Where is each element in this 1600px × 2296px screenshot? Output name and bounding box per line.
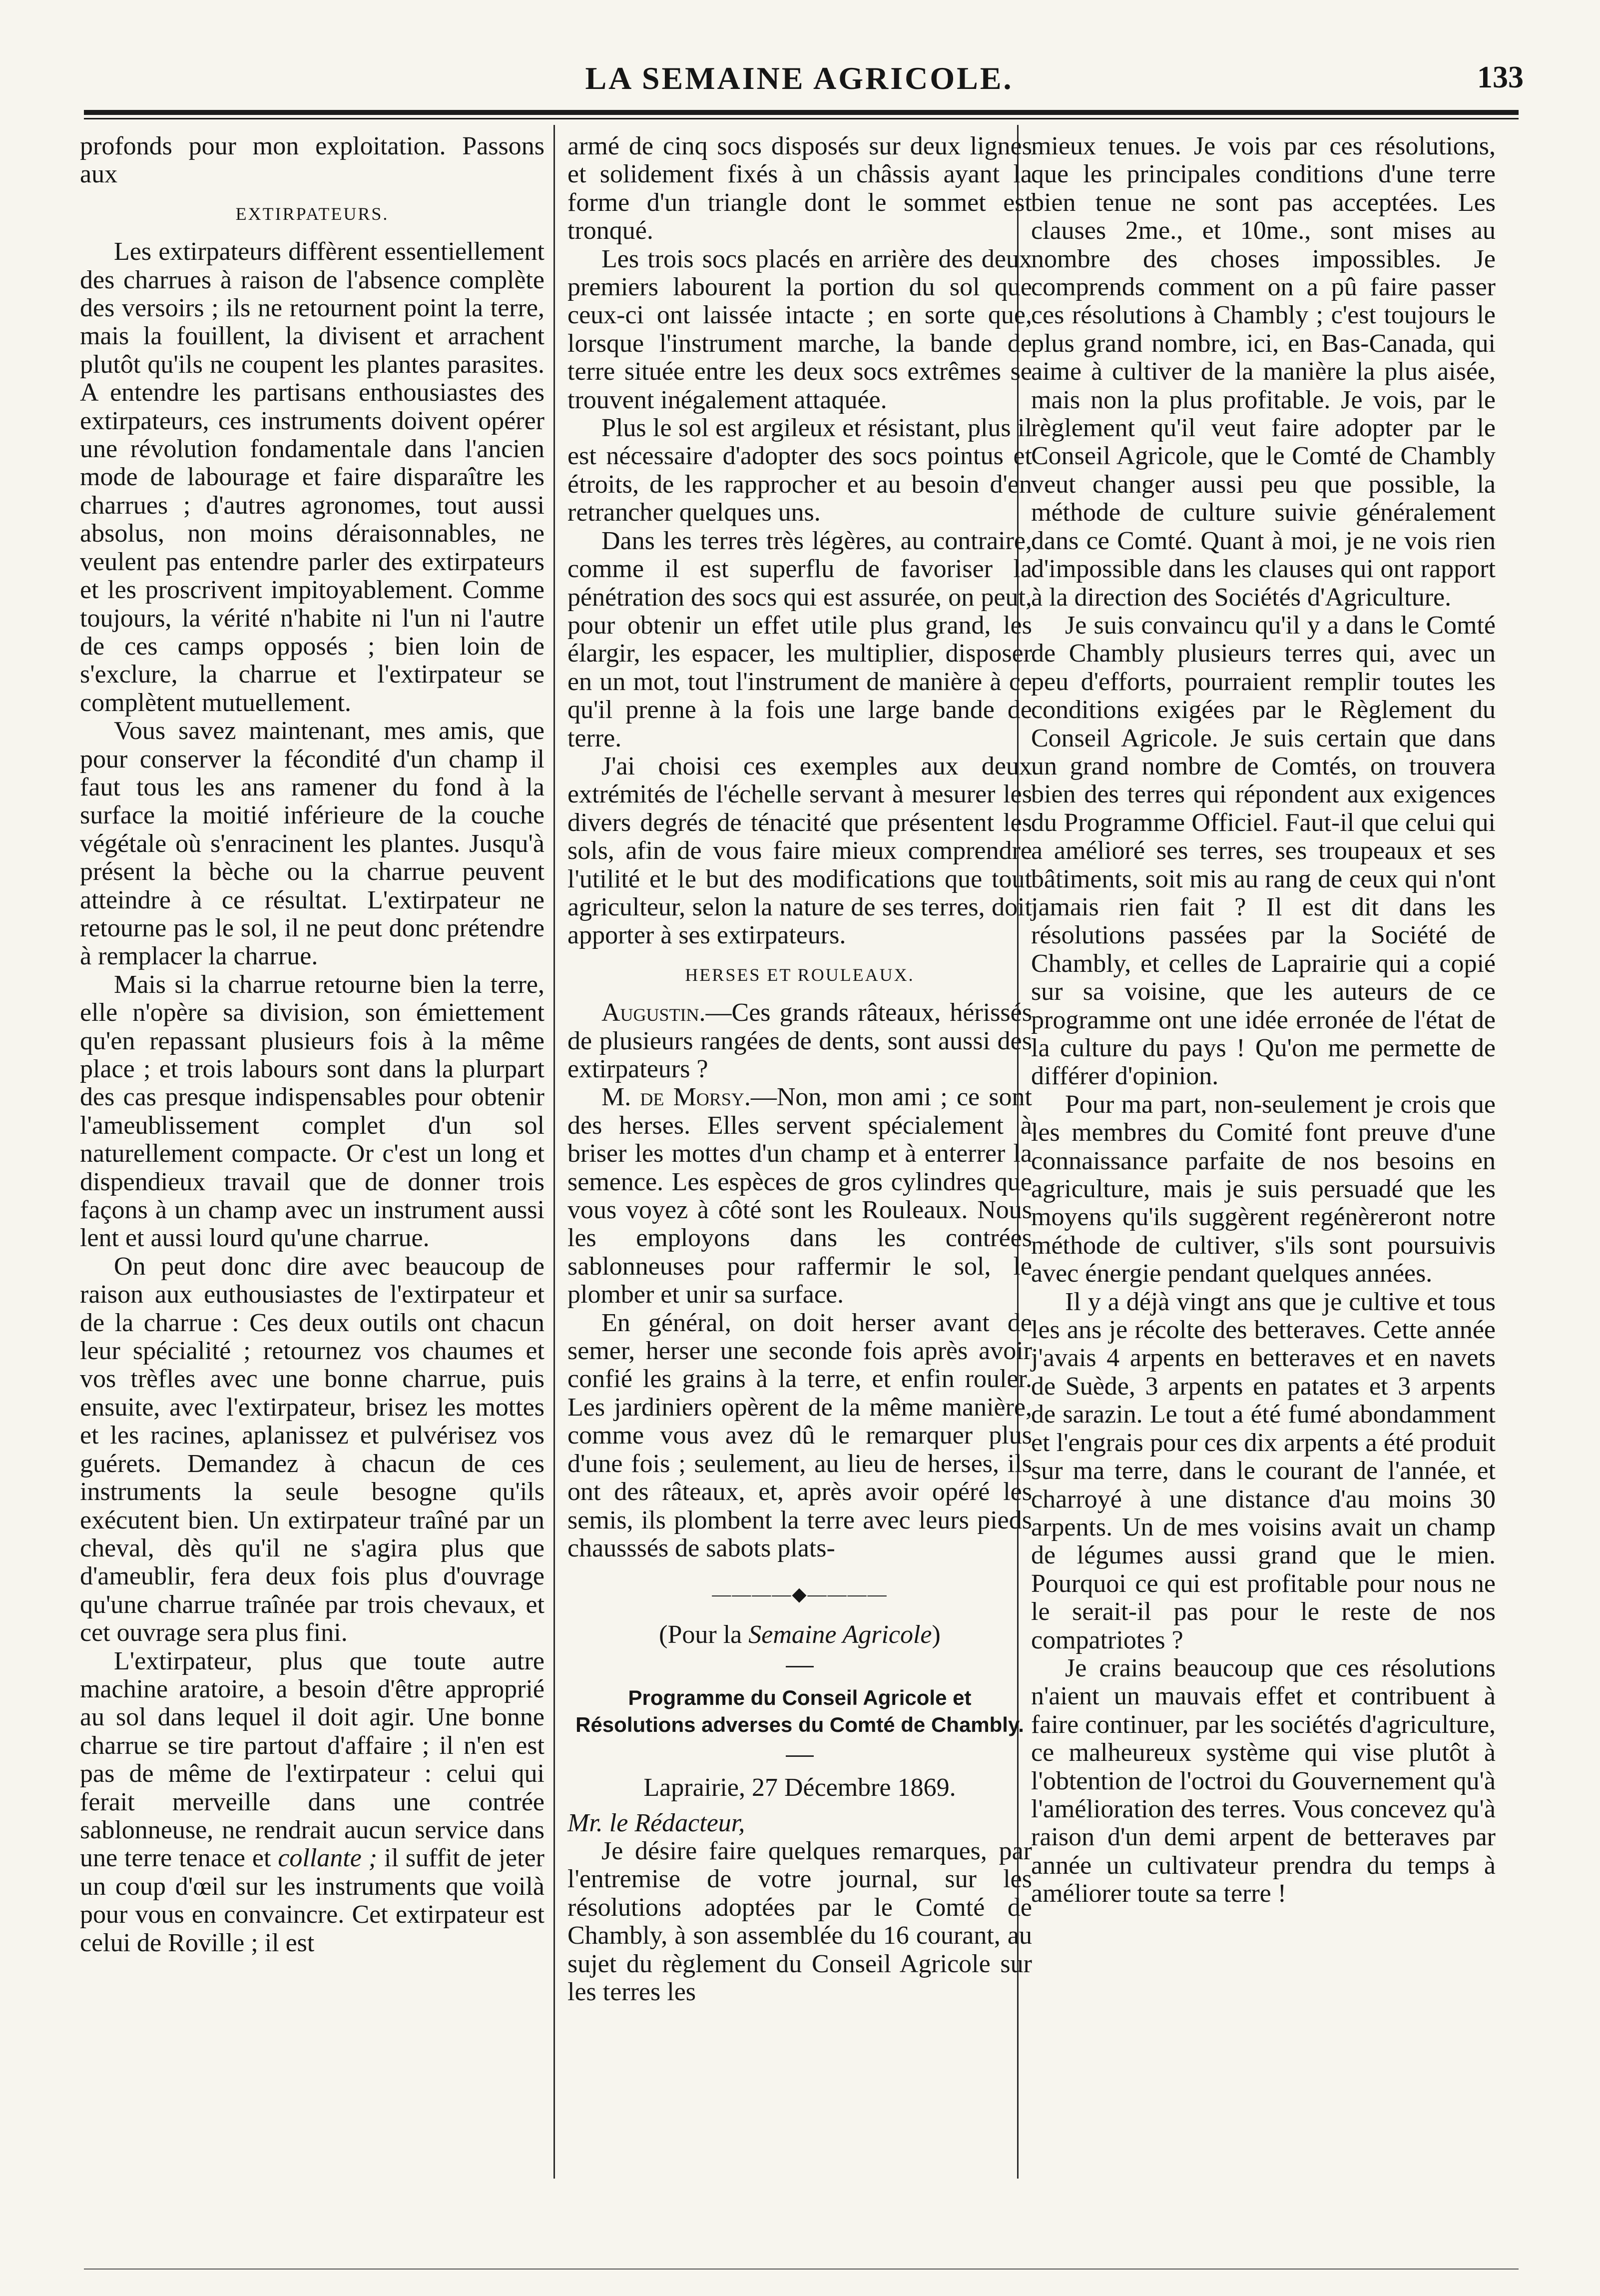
italic-term: collante ; [278,1844,378,1873]
column-divider-1 [553,125,555,2179]
short-rule [786,1666,814,1667]
source-credit [567,1621,1032,1649]
paragraph: Je désire faire quelques remarques, par l'entremise de votre journal, sur les résolutions adoptées par le Comté de Chambly, à son assemblée du 16 courant, au sujet du règlement du Conseil Agricole sur les terres les [567,1836,1032,2006]
paragraph: En général, on doit herser avant de semer, herser une seconde fois après avoir confié les grains à la terre, et enfin rouler. Les jardiniers opèrent de la même manière, comme vous avez dû le remarquer plus d'une fois ; seulement, au lieu de herses, ils ont des râteaux, et, après avoir opéré les semis, ils plombent la terre avec leurs pieds chausssés de sabots plats- [567,1308,1032,1562]
running-header [75,60,1524,105]
paragraph: armé de cinq socs disposés sur deux lignes et solidement fixés à un châssis ayant la forme d'un triangle dont le sommet est tronqué. [567,132,1032,245]
paragraph: profonds pour mon exploitation. Passons aux [80,132,544,189]
salutation: Mr. le Rédacteur, [567,1808,745,1837]
text-run: ) [932,1620,941,1649]
article-title: Programme du Conseil Agricole et Résolutions adverses du Comté de Chambly. [575,1686,1024,1737]
speaker-name: M. de Morsy. [601,1083,751,1112]
paragraph: Plus le sol est argileux et résistant, plus il est nécessaire d'adopter des socs pointus et étroits, de les rapprocher et au besoin d'en retrancher quelques uns. [567,414,1032,527]
paragraph [80,1647,544,1957]
header-rule-thin [84,118,1519,119]
paragraph: Je crains beaucoup que ces résolutions n'aient un mauvais effet et contribuent à faire continuer, par les sociétés d'agriculture, ce malheureux système qui vise plutôt à l'obtention de l'octroi du Gouvernement qu'à l'amélioration des terres. Vous concevez qu'à raison d'un demi arpent de betteraves par année un cultivateur prendra du temps à améliorer toute sa terre ! [1031,1653,1496,1908]
paragraph: Je suis convaincu qu'il y a dans le Comté de Chambly plusieurs terres qui, avec un peu d'efforts, pourraient remplir toutes les conditions exigées par le Règlement du Conseil Agricole. Je suis certain que dans un grand nombre de Comtés, on trouvera bien des terres qui répondent aux exigences du Programme Officiel. Faut-il que celui qui a amélioré ses terres, ses troupeaux et ses bâtiments, soit mis au rang de ceux qui n'ont jamais rien fait ? Il est dit dans les résolutions passées par la Société de Chambly, et celles de Laprairie qui a copié sur sa voisine, que les auteurs de ce programme ont une idée erronée de l'état de la culture du pays ! Qu'on me permette de différer d'opinion. [1031,611,1496,1091]
column-3 [1031,132,1496,1908]
page-number: 133 [1477,60,1524,94]
paragraph: Vous savez maintenant, mes amis, que pour conserver la fécondité d'un champ il faut tous les ans ramener du fond à la surface la moitié inférieure de la couche végétale où s'enracinent les plantes. Jusqu'à présent la bèche ou la charrue peuvent atteindre à ce résultat. L'extirpateur ne retourne pas le sol, il ne peut donc prétendre à remplacer la charrue. [80,717,544,971]
paragraph: Il y a déjà vingt ans que je cultive et tous les ans je récolte des betteraves. Cette année j'avais 4 arpents en betteraves et en navets de Suède, 3 arpents en patates et 3 arpents de sarazin. Le tout a été fumé abondamment et l'engrais pour ces dix arpents a été produit sur ma terre, dans le courant de l'année, et charroyé à une distance d'au moins 30 arpents. Un de mes voisins avait un champ de légumes aussi grand que le mien. Pourquoi ce qui est profitable pour nous ne le serait-il pas pour le reste de nos compatriotes ? [1031,1287,1496,1654]
paragraph: Mais si la charrue retourne bien la terre, elle n'opère sa division, son émiettement qu'en repassant plusieurs fois à la même place ; et trois labours sont dans la plurpart des cas presque indispensables pour obtenir l'ameublissement complet d'un sol naturellement compacte. Or c'est un long et dispendieux travail que de donner trois façons à un champ avec un instrument aussi lent et aussi lourd qu'une charrue. [80,970,544,1253]
text-run: —Non, mon ami ; ce sont des herses. Elles servent spécialement à briser les mottes d'un champ et à enterrer la semence. Les espèces de gros cylindres que vous voyez à côté sont les Rouleaux. Nous les employons dans les contrées sablonneuses pour raffermir le sol, le plomber et unir sa surface. [567,1083,1032,1309]
paragraph: Pour ma part, non-seulement je crois que les membres du Comité font preuve d'une connaissance parfaite de nos besoins en agriculture, mais je suis persuadé que les moyens qu'ils suggèrent regénèreront notre méthode de cultiver, s'ils sont poursuivis avec énergie pendant quelques années. [1031,1090,1496,1288]
text-run: (Pour la [659,1620,749,1649]
column-1 [80,132,544,1957]
column-2 [567,132,1032,2006]
dialogue-paragraph [567,1083,1032,1309]
dateline: Laprairie, 27 Décembre 1869. [643,1773,956,1802]
paragraph: mieux tenues. Je vois par ces résolutions, que les principales conditions d'une terre bien tenue ne sont pas acceptées. Les clauses 2me., et 10me., sont mises au nombre des choses impossibles. Je comprends comment on a pû faire passer ces résolutions à Chambly ; c'est toujours le plus grand nombre, ici, en Bas-Canada, qui aime à cultiver de la manière la plus aisée, mais non la plus profitable. Je vois, par le règlement qu'il veut faire adopter par le Conseil Agricole, que le Comté de Chambly veut changer aussi peu que possible, la méthode de culture suivie généralement dans ce Comté. Quant à moi, je ne vois rien d'impossible dans les clauses qui ont rapport à la direction des Sociétés d'Agriculture. [1031,132,1496,612]
journal-title: LA SEMAINE AGRICOLE. [585,60,1014,96]
speaker-name: Augustin. [601,998,706,1027]
paragraph: Les extirpateurs diffèrent essentiellement des charrues à raison de l'absence complète des versoirs ; ils ne retournent point la terre, mais la fouillent, la divisent et arrachent plutôt qu'ils ne coupent les plantes parasites. A entendre les partisans enthousiastes des extirpateurs, ces instruments doivent opérer une révolution fondamentale dans l'ancien mode de labourage et faire disparaître les charrues ; d'autres agronomes, tout aussi absolus, non moins déraisonnables, ne veulent pas entendre parler des extirpateurs et les proscrivent impitoyablement. Comme toujours, la vérité n'habite ni l'un ni l'autre de ces camps opposés ; bien loin de s'exclure, la charrue et l'extirpateur se complètent mutuellement. [80,237,544,717]
section-heading-herses: HERSES ET ROULEAUX. [685,964,915,985]
header-rule-thick [84,110,1519,115]
paragraph: J'ai choisi ces exemples aux deux extrémités de l'échelle servant à mesurer les divers degrés de ténacité que présentent les sols, afin de vous faire mieux comprendre l'utilité et le but des modifications que tout agriculteur, selon la nature de ses terres, doit apporter à ses extirpateurs. [567,752,1032,950]
ornamental-divider: ————◆———— [712,1584,888,1605]
paragraph: On peut donc dire avec beaucoup de raison aux euthousiastes de l'extirpateur et de la charrue : Ces deux outils ont chacun leur spécialité ; retournez vos chaumes et vos trèfles avec une bonne charrue, puis ensuite, avec l'extirpateur, brisez les mottes et les racines, aplanissez et pulvérisez vos guérets. Demandez à chacun de ces instruments la seule besogne qu'ils exécutent bien. Un extirpateur traîné par un cheval, dès qu'il ne s'agira plus que d'ameublir, fera deux fois plus d'ouvrage qu'une charrue traînée par trois chevaux, et cet ouvrage sera plus fini. [80,1252,544,1647]
paragraph: Dans les terres très légères, au contraire, comme il est superflu de favoriser la pénétration des socs qui est assurée, on peut, pour obtenir un effet utile plus grand, les élargir, les espacer, les multiplier, disposer en un mot, tout l'instrument de manière à ce qu'il prenne à la fois une large bande de terre. [567,526,1032,753]
paragraph: Les trois socs placés en arrière des deux premiers labourent la portion du sol que ceux-ci ont laissée intacte ; en sorte que, lorsque l'instrument marche, la bande de terre située entre les deux socs extrêmes se trouvent inégalement attaquée. [567,244,1032,414]
italic-term: Semaine Agricole [748,1620,932,1649]
short-rule [786,1755,814,1757]
text-run: —Ces grands râteaux, hérissés de plusieurs rangées de dents, sont aussi des extirpateurs ? [567,998,1032,1083]
section-heading-extirpateurs: EXTIRPATEURS. [235,203,389,224]
dialogue-paragraph [567,999,1032,1083]
text-run: L'extirpateur, plus que toute autre machine aratoire, a besoin d'être approprié au sol dans lequel il doit agir. Une bonne charrue se tire partout d'affaire ; il n'en est pas de même de l'extirpateur : celui qui ferait merveille dans une contrée sablonneuse, ne rendrait aucun service dans une terre tenace et [80,1646,544,1873]
text-run: il suffit de jeter un coup d'œil sur les instruments que voilà pour vous en convaincre. Cet extirpateur est celui de Roville ; il est [80,1844,544,1957]
page-bottom-edge [84,2269,1519,2270]
